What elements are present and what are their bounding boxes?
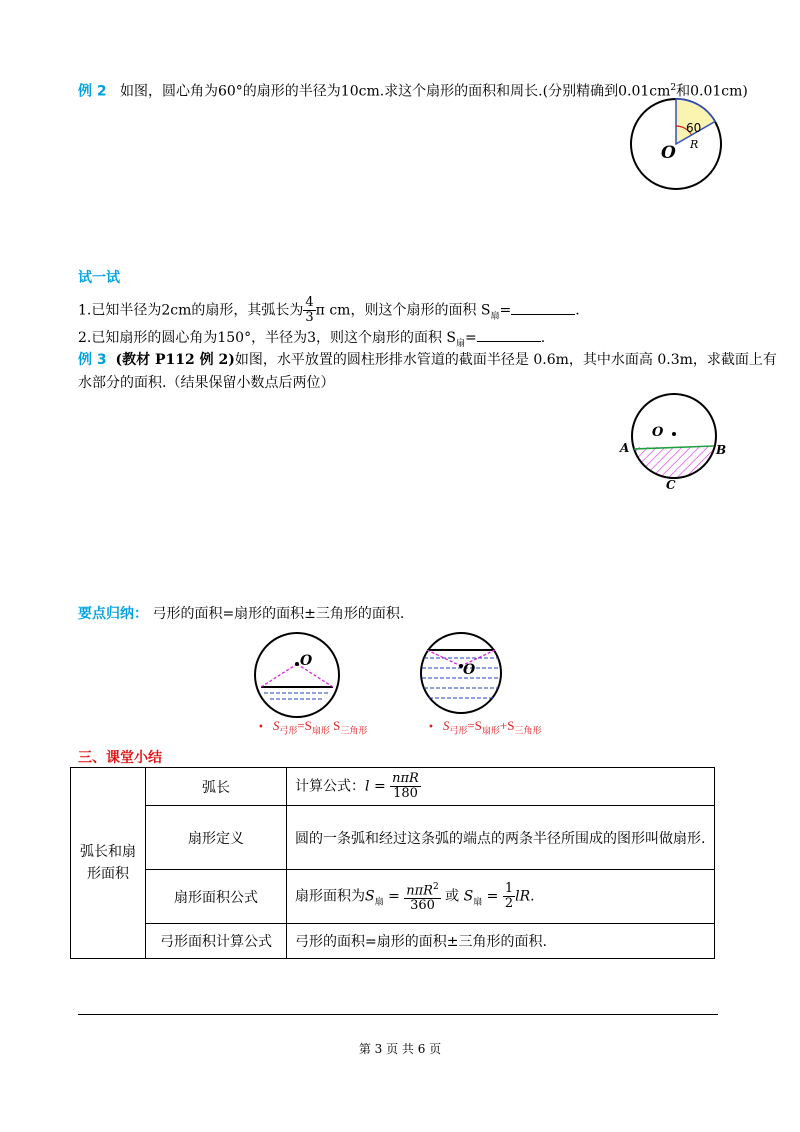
row-name: 扇形面积公式	[146, 870, 287, 924]
example-3-label: 例 3	[78, 352, 107, 368]
point-a-label: A	[620, 441, 630, 455]
example-2-body: 如图，圆心角为60°的扇形的半径为10cm.求这个扇形的面积和周长.(分别精确到0.01cm	[119, 83, 671, 100]
center-label: O	[661, 143, 676, 163]
example-2-label: 例 2	[78, 83, 107, 100]
point-c-label: C	[666, 478, 676, 492]
sector-figure	[628, 96, 724, 192]
caption-minus: • $S_{弓形}=S_{扇形}$ $S_{三角形}$	[258, 718, 368, 736]
radius-label: R	[690, 138, 699, 151]
page-number: 第 3 页 共 6 页	[358, 1042, 442, 1056]
row-name: 弓形面积计算公式	[146, 924, 287, 959]
answer-blank[interactable]	[477, 327, 541, 342]
fraction: $\frac{1}{2}$	[504, 881, 514, 911]
row-content: 计算公式：l = $\frac{\text{nπR}}{180}$	[287, 768, 715, 806]
row-content: 圆的一条弧和经过这条弧的端点的两条半径所围成的图形叫做扇形.	[287, 806, 715, 870]
center-label: O	[463, 662, 476, 678]
key-points-title: 要点归纳：	[78, 606, 148, 622]
key-points-text: 弓形的面积=扇形的面积±三角形的面积.	[152, 606, 405, 622]
footer-rule	[78, 1014, 718, 1015]
try-title: 试一试	[78, 270, 120, 286]
summary-title: 三、课堂小结	[78, 750, 162, 766]
center-label: O	[300, 653, 313, 669]
try-question-2: 2.已知扇形的圆心角为150°，半径为3，则这个扇形的面积 $S_扇=$ .	[78, 327, 545, 354]
row-name: 弧长	[146, 768, 287, 806]
superscript: 2	[670, 83, 677, 93]
center-label: O	[652, 425, 664, 440]
example-2-tail: 和0.01cm)	[676, 83, 748, 100]
try-question-1: 1.已知半径为2cm的扇形，其弧长为 $\frac{4}{3}$ π cm，则这个扇形的面积 $S_扇=$ .	[78, 295, 580, 325]
fraction: $\frac{\text{nπR}}{180}$	[392, 771, 419, 801]
summary-table	[70, 767, 715, 959]
angle-label: 60	[686, 121, 702, 135]
fraction: $\frac{4}{3}$	[305, 295, 314, 325]
pipe-figure	[618, 392, 730, 492]
example-3-line-1: 例 3 (教材 P112 例 2)如图，水平放置的圆柱形排水管道的截面半径是 0.6m，其中水面高 0.3m，求截面上有	[78, 352, 777, 368]
fraction: $\frac{n\pi R^2}{360}$	[406, 881, 439, 914]
point-b-label: B	[716, 443, 727, 457]
segment-figure-plus	[418, 630, 504, 716]
example-3-line-2: 水部分的面积.（结果保留小数点后两位）	[78, 375, 335, 391]
key-points	[78, 604, 404, 624]
row-name: 扇形定义	[146, 806, 287, 870]
row-content: 弓形的面积=扇形的面积±三角形的面积.	[287, 924, 715, 959]
example-3-source: (教材 P112 例 2)	[115, 352, 235, 368]
summary-group-cell: 弧长和扇形面积	[71, 768, 146, 959]
row-content: 扇形面积为$S_扇$ = $\frac{n\pi R^2}{360}$ 或 $S_扇$ = $\frac{1}{2}$ lR.	[287, 870, 715, 924]
segment-figure-minus	[252, 630, 342, 720]
answer-blank[interactable]	[511, 300, 575, 315]
caption-plus: • $S_{弓形}=S_{扇形}+S_{三角形}$	[428, 718, 542, 736]
